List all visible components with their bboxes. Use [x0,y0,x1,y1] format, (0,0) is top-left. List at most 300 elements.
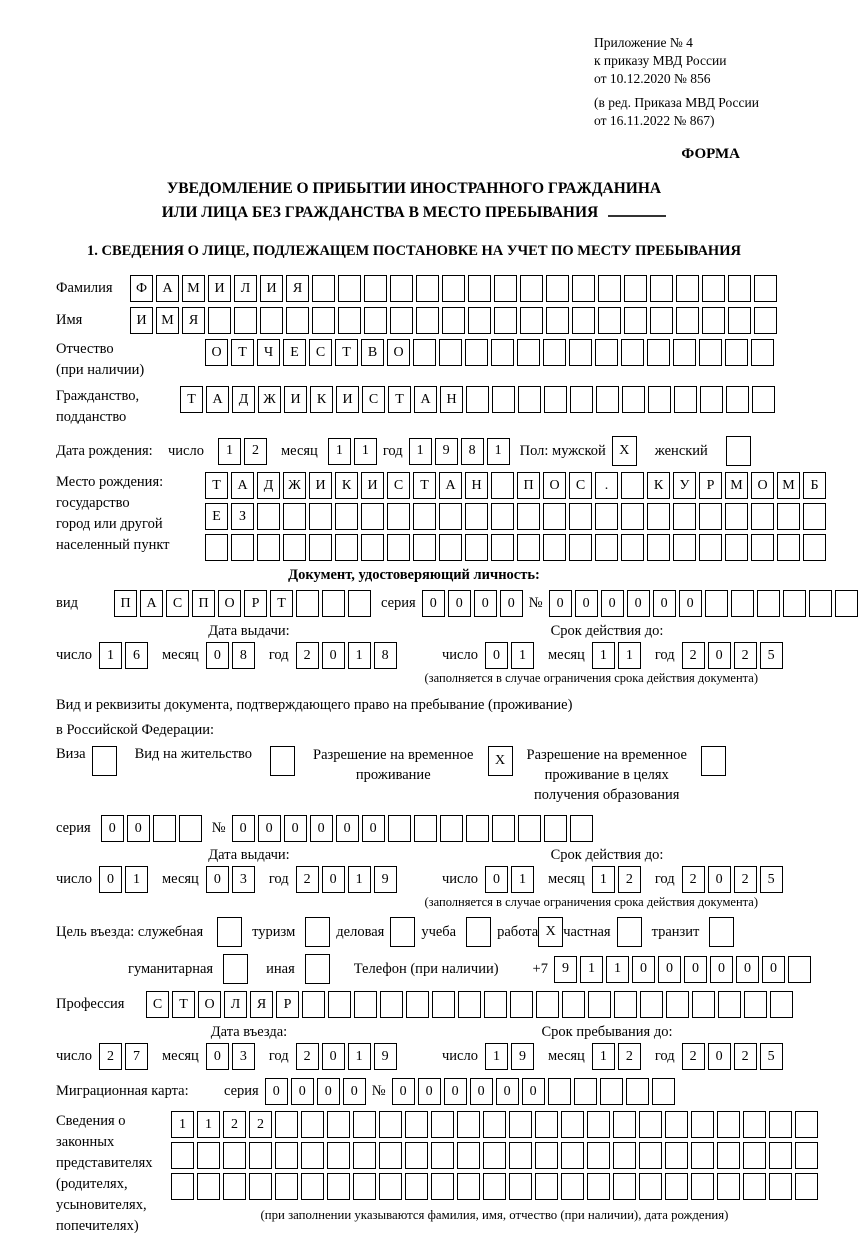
char-cell[interactable] [751,339,774,366]
char-cell[interactable]: 8 [374,642,397,669]
char-cell[interactable] [754,275,777,302]
char-cell[interactable] [544,386,567,413]
char-cell[interactable]: Т [388,386,411,413]
char-cell[interactable] [717,1142,740,1169]
char-cell[interactable]: 0 [322,642,345,669]
char-cell[interactable]: 0 [232,815,255,842]
char-cell[interactable]: П [192,590,215,617]
char-cell[interactable] [691,1142,714,1169]
char-cell[interactable] [600,1078,623,1105]
char-cell[interactable] [639,1173,662,1200]
char-cell[interactable]: 2 [296,1043,319,1070]
char-cell[interactable]: 1 [592,866,615,893]
char-cell[interactable] [699,503,722,530]
char-cell[interactable] [322,590,345,617]
char-cell[interactable] [327,1142,350,1169]
char-cell[interactable] [598,275,621,302]
char-cell[interactable] [275,1173,298,1200]
char-cell[interactable]: 9 [554,956,577,983]
char-cell[interactable] [517,534,540,561]
char-cell[interactable]: 0 [101,815,124,842]
char-cell[interactable] [348,590,371,617]
char-cell[interactable]: О [218,590,241,617]
char-cell[interactable]: 0 [206,642,229,669]
char-cell[interactable]: 0 [485,642,508,669]
char-cell[interactable] [405,1173,428,1200]
char-cell[interactable] [561,1111,584,1138]
char-cell[interactable] [673,534,696,561]
char-cell[interactable] [647,534,670,561]
char-cell[interactable]: 0 [627,590,650,617]
char-cell[interactable] [387,503,410,530]
char-cell[interactable] [223,1142,246,1169]
char-cell[interactable]: 2 [734,642,757,669]
char-cell[interactable] [777,534,800,561]
char-cell[interactable] [468,275,491,302]
char-cell[interactable] [535,1173,558,1200]
char-cell[interactable] [777,503,800,530]
char-cell[interactable] [283,503,306,530]
char-cell[interactable]: 3 [232,866,255,893]
char-cell[interactable]: 6 [125,642,148,669]
char-cell[interactable] [231,534,254,561]
char-cell[interactable] [617,917,642,947]
char-cell[interactable]: 2 [296,642,319,669]
char-cell[interactable]: 5 [760,642,783,669]
char-cell[interactable] [699,534,722,561]
char-cell[interactable] [624,275,647,302]
char-cell[interactable] [621,472,644,499]
char-cell[interactable] [302,991,325,1018]
char-cell[interactable]: И [361,472,384,499]
char-cell[interactable] [466,815,489,842]
char-cell[interactable] [518,815,541,842]
char-cell[interactable] [650,275,673,302]
char-cell[interactable] [561,1142,584,1169]
char-cell[interactable] [673,339,696,366]
char-cell[interactable] [283,534,306,561]
char-cell[interactable]: Д [257,472,280,499]
char-cell[interactable]: М [725,472,748,499]
char-cell[interactable] [296,590,319,617]
char-cell[interactable] [270,746,295,776]
char-cell[interactable]: 1 [354,438,377,465]
char-cell[interactable] [754,307,777,334]
char-cell[interactable] [416,275,439,302]
char-cell[interactable]: А [156,275,179,302]
char-cell[interactable] [647,503,670,530]
char-cell[interactable] [692,991,715,1018]
char-cell[interactable] [569,503,592,530]
char-cell[interactable]: 0 [392,1078,415,1105]
char-cell[interactable] [305,954,330,984]
char-cell[interactable]: 0 [708,642,731,669]
char-cell[interactable] [327,1173,350,1200]
char-cell[interactable]: 1 [592,1043,615,1070]
char-cell[interactable] [416,307,439,334]
char-cell[interactable] [769,1142,792,1169]
char-cell[interactable]: 0 [317,1078,340,1105]
char-cell[interactable]: О [387,339,410,366]
char-cell[interactable] [728,307,751,334]
char-cell[interactable]: Л [224,991,247,1018]
char-cell[interactable]: 0 [322,1043,345,1070]
char-cell[interactable]: 0 [265,1078,288,1105]
char-cell[interactable] [260,307,283,334]
char-cell[interactable] [587,1142,610,1169]
char-cell[interactable] [465,503,488,530]
char-cell[interactable]: И [309,472,332,499]
char-cell[interactable] [795,1173,818,1200]
char-cell[interactable]: А [140,590,163,617]
char-cell[interactable]: О [751,472,774,499]
char-cell[interactable] [509,1173,532,1200]
char-cell[interactable] [312,307,335,334]
char-cell[interactable] [257,503,280,530]
char-cell[interactable]: 1 [348,642,371,669]
char-cell[interactable] [328,991,351,1018]
char-cell[interactable]: 0 [474,590,497,617]
char-cell[interactable]: 1 [487,438,510,465]
char-cell[interactable]: Р [244,590,267,617]
char-cell[interactable] [509,1111,532,1138]
char-cell[interactable] [701,746,726,776]
char-cell[interactable]: Т [180,386,203,413]
char-cell[interactable]: Р [276,991,299,1018]
char-cell[interactable]: 9 [374,866,397,893]
char-cell[interactable] [275,1142,298,1169]
char-cell[interactable] [520,307,543,334]
char-cell[interactable] [788,956,811,983]
char-cell[interactable] [652,1078,675,1105]
char-cell[interactable] [621,339,644,366]
char-cell[interactable]: А [414,386,437,413]
char-cell[interactable] [674,386,697,413]
char-cell[interactable] [353,1173,376,1200]
char-cell[interactable] [517,503,540,530]
char-cell[interactable] [364,275,387,302]
char-cell[interactable] [613,1111,636,1138]
char-cell[interactable]: 9 [374,1043,397,1070]
char-cell[interactable] [717,1111,740,1138]
char-cell[interactable] [197,1142,220,1169]
char-cell[interactable]: 3 [232,1043,255,1070]
char-cell[interactable] [783,590,806,617]
char-cell[interactable] [587,1111,610,1138]
char-cell[interactable] [639,1111,662,1138]
char-cell[interactable] [595,339,618,366]
char-cell[interactable] [676,275,699,302]
char-cell[interactable]: 0 [206,866,229,893]
char-cell[interactable]: И [284,386,307,413]
char-cell[interactable] [442,307,465,334]
char-cell[interactable]: Н [440,386,463,413]
char-cell[interactable] [257,534,280,561]
char-cell[interactable] [587,1173,610,1200]
char-cell[interactable] [613,1173,636,1200]
char-cell[interactable]: Ч [257,339,280,366]
char-cell[interactable] [234,307,257,334]
char-cell[interactable] [406,991,429,1018]
char-cell[interactable] [492,815,515,842]
char-cell[interactable] [431,1142,454,1169]
char-cell[interactable] [491,534,514,561]
char-cell[interactable]: 0 [708,866,731,893]
char-cell[interactable] [466,386,489,413]
char-cell[interactable]: 1 [348,1043,371,1070]
char-cell[interactable] [648,386,671,413]
char-cell[interactable]: К [647,472,670,499]
char-cell[interactable] [468,307,491,334]
char-cell[interactable] [718,991,741,1018]
char-cell[interactable]: С [387,472,410,499]
char-cell[interactable] [439,339,462,366]
char-cell[interactable]: О [205,339,228,366]
char-cell[interactable] [705,590,728,617]
char-cell[interactable] [691,1173,714,1200]
char-cell[interactable]: О [543,472,566,499]
char-cell[interactable] [596,386,619,413]
char-cell[interactable]: 0 [575,590,598,617]
char-cell[interactable] [562,991,585,1018]
char-cell[interactable] [795,1142,818,1169]
char-cell[interactable] [835,590,858,617]
char-cell[interactable]: Я [250,991,273,1018]
char-cell[interactable] [622,386,645,413]
char-cell[interactable]: В [361,339,384,366]
char-cell[interactable]: X [538,917,563,947]
char-cell[interactable] [361,503,384,530]
char-cell[interactable] [726,386,749,413]
char-cell[interactable]: А [231,472,254,499]
char-cell[interactable]: 0 [448,590,471,617]
char-cell[interactable]: 1 [511,642,534,669]
char-cell[interactable] [338,275,361,302]
char-cell[interactable]: 2 [618,866,641,893]
char-cell[interactable]: 1 [328,438,351,465]
char-cell[interactable] [457,1142,480,1169]
char-cell[interactable] [327,1111,350,1138]
char-cell[interactable] [726,436,751,466]
char-cell[interactable] [650,307,673,334]
char-cell[interactable] [405,1142,428,1169]
char-cell[interactable]: 1 [99,642,122,669]
char-cell[interactable]: И [260,275,283,302]
char-cell[interactable] [388,815,411,842]
char-cell[interactable] [535,1111,558,1138]
char-cell[interactable]: . [595,472,618,499]
char-cell[interactable] [431,1111,454,1138]
char-cell[interactable]: Т [413,472,436,499]
char-cell[interactable]: 1 [580,956,603,983]
char-cell[interactable] [699,339,722,366]
char-cell[interactable]: Ж [283,472,306,499]
char-cell[interactable] [743,1111,766,1138]
char-cell[interactable] [390,917,415,947]
char-cell[interactable]: 1 [409,438,432,465]
char-cell[interactable] [621,534,644,561]
char-cell[interactable] [666,991,689,1018]
char-cell[interactable]: У [673,472,696,499]
char-cell[interactable] [413,534,436,561]
char-cell[interactable] [379,1111,402,1138]
char-cell[interactable] [491,472,514,499]
char-cell[interactable] [205,534,228,561]
char-cell[interactable]: 0 [322,866,345,893]
char-cell[interactable]: С [146,991,169,1018]
char-cell[interactable] [702,307,725,334]
char-cell[interactable]: 0 [653,590,676,617]
char-cell[interactable] [483,1111,506,1138]
char-cell[interactable] [390,307,413,334]
char-cell[interactable]: 0 [736,956,759,983]
char-cell[interactable]: 2 [244,438,267,465]
char-cell[interactable] [770,991,793,1018]
char-cell[interactable] [440,815,463,842]
char-cell[interactable] [354,991,377,1018]
char-cell[interactable]: 0 [291,1078,314,1105]
char-cell[interactable] [387,534,410,561]
char-cell[interactable]: С [166,590,189,617]
char-cell[interactable]: 0 [418,1078,441,1105]
char-cell[interactable]: Ф [130,275,153,302]
char-cell[interactable]: Л [234,275,257,302]
char-cell[interactable] [676,307,699,334]
char-cell[interactable] [390,275,413,302]
char-cell[interactable]: 0 [549,590,572,617]
char-cell[interactable]: Е [283,339,306,366]
char-cell[interactable]: И [130,307,153,334]
char-cell[interactable] [665,1142,688,1169]
char-cell[interactable]: М [156,307,179,334]
char-cell[interactable] [301,1173,324,1200]
char-cell[interactable]: 1 [218,438,241,465]
char-cell[interactable] [439,534,462,561]
char-cell[interactable] [379,1142,402,1169]
char-cell[interactable] [439,503,462,530]
char-cell[interactable] [743,1173,766,1200]
char-cell[interactable] [301,1142,324,1169]
char-cell[interactable] [613,1142,636,1169]
char-cell[interactable] [709,917,734,947]
char-cell[interactable] [509,1142,532,1169]
char-cell[interactable] [353,1142,376,1169]
char-cell[interactable] [751,503,774,530]
char-cell[interactable] [546,275,569,302]
char-cell[interactable]: 0 [206,1043,229,1070]
char-cell[interactable] [517,339,540,366]
char-cell[interactable] [414,815,437,842]
char-cell[interactable] [335,534,358,561]
char-cell[interactable]: М [182,275,205,302]
char-cell[interactable] [673,503,696,530]
char-cell[interactable]: 0 [500,590,523,617]
char-cell[interactable] [626,1078,649,1105]
char-cell[interactable] [543,534,566,561]
char-cell[interactable] [249,1173,272,1200]
char-cell[interactable]: 2 [223,1111,246,1138]
char-cell[interactable]: С [309,339,332,366]
char-cell[interactable] [803,534,826,561]
char-cell[interactable]: О [198,991,221,1018]
char-cell[interactable] [769,1173,792,1200]
char-cell[interactable]: Т [205,472,228,499]
char-cell[interactable]: И [336,386,359,413]
char-cell[interactable] [769,1111,792,1138]
char-cell[interactable]: 2 [618,1043,641,1070]
char-cell[interactable] [795,1111,818,1138]
char-cell[interactable]: К [335,472,358,499]
char-cell[interactable]: 2 [249,1111,272,1138]
char-cell[interactable] [353,1111,376,1138]
char-cell[interactable]: 0 [762,956,785,983]
char-cell[interactable]: 0 [684,956,707,983]
char-cell[interactable] [543,339,566,366]
char-cell[interactable]: С [569,472,592,499]
char-cell[interactable] [442,275,465,302]
char-cell[interactable] [208,307,231,334]
char-cell[interactable] [588,991,611,1018]
char-cell[interactable] [171,1142,194,1169]
char-cell[interactable] [335,503,358,530]
char-cell[interactable]: 0 [422,590,445,617]
char-cell[interactable]: Е [205,503,228,530]
char-cell[interactable]: 0 [99,866,122,893]
char-cell[interactable] [731,590,754,617]
char-cell[interactable] [286,307,309,334]
char-cell[interactable]: 0 [284,815,307,842]
char-cell[interactable]: К [310,386,333,413]
char-cell[interactable] [520,275,543,302]
char-cell[interactable] [413,503,436,530]
char-cell[interactable] [217,917,242,947]
char-cell[interactable]: Т [335,339,358,366]
char-cell[interactable] [595,534,618,561]
char-cell[interactable]: 0 [710,956,733,983]
char-cell[interactable]: 1 [197,1111,220,1138]
char-cell[interactable] [179,815,202,842]
char-cell[interactable] [569,339,592,366]
char-cell[interactable] [595,503,618,530]
char-cell[interactable]: А [206,386,229,413]
char-cell[interactable] [457,1173,480,1200]
char-cell[interactable] [743,1142,766,1169]
char-cell[interactable] [543,503,566,530]
char-cell[interactable] [757,590,780,617]
char-cell[interactable] [518,386,541,413]
char-cell[interactable] [92,746,117,776]
char-cell[interactable] [572,307,595,334]
char-cell[interactable]: З [231,503,254,530]
char-cell[interactable] [153,815,176,842]
char-cell[interactable]: А [439,472,462,499]
char-cell[interactable]: 0 [679,590,702,617]
char-cell[interactable] [536,991,559,1018]
char-cell[interactable]: Т [231,339,254,366]
char-cell[interactable]: X [488,746,513,776]
char-cell[interactable] [457,1111,480,1138]
char-cell[interactable]: 2 [734,1043,757,1070]
char-cell[interactable] [510,991,533,1018]
char-cell[interactable]: 0 [362,815,385,842]
char-cell[interactable] [751,534,774,561]
char-cell[interactable]: 1 [485,1043,508,1070]
char-cell[interactable] [465,534,488,561]
char-cell[interactable] [598,307,621,334]
char-cell[interactable]: Т [270,590,293,617]
char-cell[interactable]: И [208,275,231,302]
char-cell[interactable] [338,307,361,334]
